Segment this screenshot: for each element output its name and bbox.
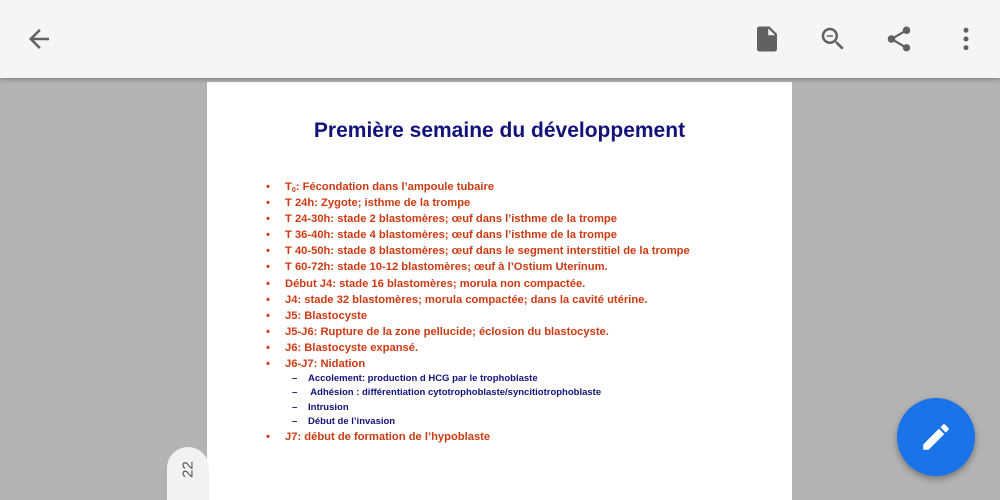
list-item: • T 36-40h: stade 4 blastomères; œuf dans l’isthme de la trompe <box>266 229 617 242</box>
list-item: • J5-J6: Rupture de la zone pellucide; éclosion du blastocyste. <box>266 325 609 338</box>
top-app-bar <box>0 0 1000 78</box>
sub-list-item: – Intrusion <box>292 401 349 413</box>
document-icon <box>752 24 782 54</box>
more-vert-icon <box>951 24 981 54</box>
arrow-back-icon <box>24 24 54 54</box>
document-button[interactable] <box>743 15 791 63</box>
share-icon <box>884 24 914 54</box>
search-in-document-button[interactable] <box>809 15 857 63</box>
document-page <box>207 82 792 500</box>
bullet-list <box>265 179 785 445</box>
sub-list-item: – Accolement: production d HCG par le trophoblaste <box>292 373 538 385</box>
list-item: • J6: Blastocyste expansé. <box>266 341 419 354</box>
page-number: 22 <box>179 461 197 478</box>
list-item: • J5: Blastocyste <box>266 309 368 322</box>
more-options-button[interactable] <box>942 15 990 63</box>
edit-pencil-icon <box>919 420 953 454</box>
list-item: • T 24h: Zygote; isthme de la trompe <box>266 197 471 210</box>
share-button[interactable] <box>875 15 923 63</box>
list-item: • Début J4: stade 16 blastomères; morula non compactée. <box>266 277 586 290</box>
list-item: • J7: début de formation de l’hypoblaste <box>266 430 491 443</box>
list-item: • T 40-50h: stade 8 blastomères; œuf dans le segment interstitiel de la trompe <box>266 245 690 258</box>
list-item: • J4: stade 32 blastomères; morula compactée; dans la cavité utérine. <box>266 293 648 306</box>
zoom-search-icon <box>818 24 848 54</box>
sub-list-item: – Début de l’invasion <box>292 415 396 427</box>
list-item: • J6-J7: Nidation <box>266 358 366 371</box>
slide-title: Première semaine du développement <box>313 119 686 142</box>
list-item: • T 24-30h: stade 2 blastomères; œuf dans l’isthme de la trompe <box>266 213 617 226</box>
sub-list-item: – Adhésion : différentiation cytotrophoblaste/syncitiotrophoblaste <box>292 387 602 399</box>
list-item: • T 60-72h: stade 10-12 blastomères; œuf à l’Ostium Uterinum. <box>266 261 608 274</box>
list-item: • $T_0$: Fécondation dans l’ampoule tubaire <box>266 181 495 194</box>
back-button[interactable] <box>15 15 63 63</box>
edit-fab-button[interactable] <box>897 398 975 476</box>
page-number-indicator[interactable] <box>167 447 209 500</box>
